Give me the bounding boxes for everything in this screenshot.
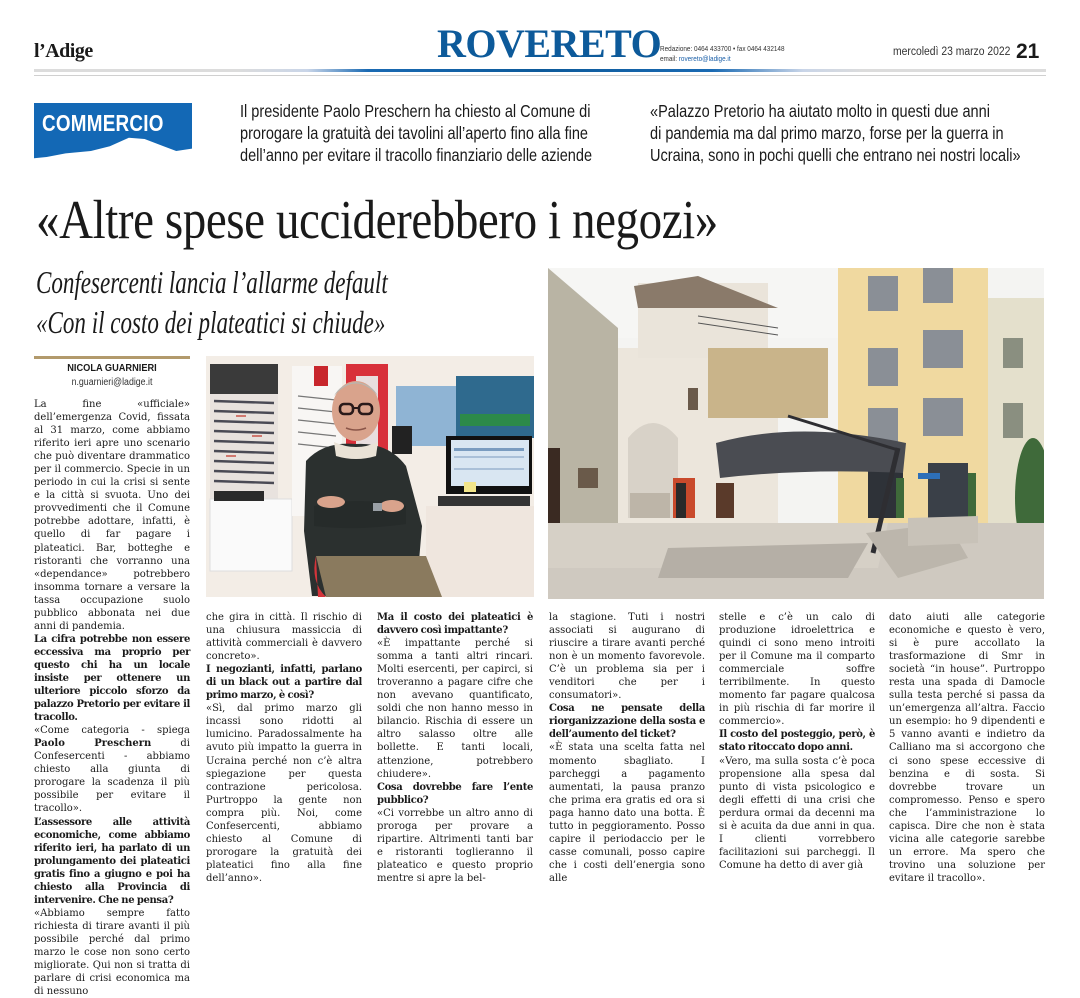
deck-line: dell’anno per evitare il tracollo finanziario delle aziende bbox=[240, 145, 593, 165]
issue-date: mercoledì 23 marzo 2022 bbox=[893, 46, 1011, 58]
article-column-5 bbox=[719, 611, 875, 872]
quote-text: di Confesercenti - abbiamo chiesto alla giunta di prorogare la scadenza il più possibile per evitare il tracollo». bbox=[34, 738, 190, 815]
interview-answer: «Abbiamo sempre fatto richiesta di tirare avanti il più possibile perché dal primo marzo le cose non sono certo migliorate. Qui non si tratta di parlare di crisi economica ma di nessuno bbox=[34, 907, 190, 998]
phone-fax-line: Redazione: 0464 433700 • fax 0464 432148 bbox=[660, 44, 785, 53]
subhead-line: Confesercenti lancia l’allarme default bbox=[36, 264, 388, 300]
interview-answer: la stagione. Tuti i nostri associati si augurano di riuscire a tirare avanti perché non è un momento favorevole. C’è un problema sia per i venditori che per i consumatori». bbox=[549, 612, 705, 702]
page-number: 21 bbox=[1016, 40, 1040, 63]
article-quote-paragraph bbox=[34, 724, 190, 815]
interview-answer: stelle e c’è un calo di produzione idroelettrica e quindi ci sono meno introiti per il Comune ma il comparto commerciale soffre terribilmente. In questo momento far pagare qualcosa in più rischia di far morire il commercio». bbox=[719, 612, 875, 728]
interview-question: Cosa dovrebbe fare l’ente pubblico? bbox=[377, 781, 533, 806]
article-column-6 bbox=[889, 611, 1045, 885]
deck-summary-left bbox=[240, 100, 592, 166]
email-line bbox=[660, 54, 785, 64]
section-title: ROVERETO bbox=[437, 21, 662, 66]
interview-question: Cosa ne pensate della riorganizzazione della sosta e dell’aumento del ticket? bbox=[549, 703, 705, 741]
deck-line: di pandemia ma dal primo marzo, forse per la guerra in bbox=[650, 123, 1004, 143]
interview-answer: «È impattante perché si somma a tanti altri rincari. Molti esercenti, per capirci, si troveranno a pagare cifre che non avevano quantificato, soldi che non hanno messo in bilancio. Rischia di essere un altro salasso oltre alle bollette. E tanti locali, attenzione, potrebbero chiudere». bbox=[377, 638, 533, 780]
interview-question: L’assessore alle attività economiche, come abbiamo riferito ieri, ha parlato di un prolungamento dei plateatici gratis fino a giugno e poi ha chiesto alla Provincia di intervenire. Che ne pensa? bbox=[34, 816, 190, 906]
photo-piazza bbox=[548, 268, 1044, 599]
interview-question: Il costo del posteggio, però, è stato ritoccato dopo anni. bbox=[719, 729, 875, 754]
article-lead-bold: La cifra potrebbe non essere eccessiva ma proprio per questo chi ha un locale insiste per ottenere un ulteriore piccolo sforzo da palazzo Pretorio per evitare il tracollo. bbox=[34, 633, 190, 724]
email-link[interactable]: rovereto@ladige.it bbox=[678, 54, 731, 63]
interview-question: I negozianti, infatti, parlano di un black out a partire dal primo marzo, è così? bbox=[206, 664, 362, 702]
deck-line: Il presidente Paolo Preschern ha chiesto al Comune di bbox=[240, 101, 591, 121]
byline-rule bbox=[34, 356, 190, 359]
article-column-1 bbox=[34, 398, 190, 998]
email-label: email: bbox=[660, 54, 679, 63]
kicker-label: COMMERCIO bbox=[42, 110, 164, 136]
interview-question: Ma il costo dei plateatici è davvero così impattante? bbox=[377, 612, 533, 637]
interview-answer: «Ci vorrebbe un altro anno di proroga per provare a ripartire. Altrimenti tanti bar e ristoranti toglieranno il plateatico e questo proprio mentre si apre la bel- bbox=[377, 807, 533, 884]
headline: «Altre spese ucciderebbero i negozi» bbox=[36, 189, 718, 250]
interview-answer: «Vero, ma sulla sosta c’è poca propensione alla spesa dal punto di vista psicologico e degli effetti di una crisi che perdura ormai da decenni ma si è acuita da due anni in qua. I clienti vorrebbero facilitazioni sui parcheggi. Il Comune ha detto di aver già bbox=[719, 755, 875, 871]
newsroom-contact bbox=[660, 44, 785, 64]
deck-line: Ucraina, sono in pochi quelli che entrano nei nostri locali» bbox=[650, 145, 1021, 165]
deck-line: «Palazzo Pretorio ha aiutato molto in questi due anni bbox=[650, 101, 990, 121]
interview-answer: «Sì, dal primo marzo gli incassi sono ridotti al lumicino. Paradossalmente ha avuto più impatto la guerra in Ucraina perché non c’è altra spiegazione per questa contrazione pericolosa. Purtroppo la gente non compra più. Noi, come Confesercenti, abbiamo chiesto al Comune di prorogare la gratuità dei plateatici fino alla fine dell’anno». bbox=[206, 703, 362, 884]
photo-preschern bbox=[206, 356, 534, 597]
street-photo-illustration bbox=[548, 268, 1044, 599]
masthead-rule bbox=[34, 69, 1046, 72]
portrait-photo-illustration bbox=[206, 356, 534, 597]
quote-text: «Come categoria - spiega bbox=[34, 725, 190, 737]
interview-answer: «È stata una scelta fatta nel momento sbagliato. I parcheggi a pagamento aumentati, la pausa pranzo che prima era gratis ed ora si paga hanno dato una botta. È tutto in peggioramento. Posso capire il periodaccio per le casse comunali, posso capire che i costi dell’energia sono alle bbox=[549, 742, 705, 884]
byline-email[interactable]: n.guarnieri@ladige.it bbox=[71, 377, 153, 388]
article-paragraph: La fine «ufficiale» dell’emergenza Covid, fissata al 31 marzo, come abbiamo riferito ieri apre uno scenario che può diventare drammatico per il commercio. Specie in un periodo in cui la crisi si sente e la città si svuota. Uno dei provvedimenti che il Comune potrebbe adottare, infatti, è quello di far pagare i plateatici. Bar, botteghe e ristoranti che vorranno una «dependance» potrebbero insomma tornare a versare la tassa occupazione suolo pubblico abbonata nei due anni di pandemia. bbox=[34, 399, 190, 632]
masthead-rule-thin bbox=[34, 75, 1046, 76]
deck-quote-right bbox=[650, 100, 1021, 166]
deck-line: prorogare la gratuità dei tavolini all’aperto fino alla fine bbox=[240, 123, 589, 143]
article-column-3 bbox=[377, 611, 533, 885]
article-column-2 bbox=[206, 611, 362, 885]
newspaper-logo: l’Adige bbox=[34, 40, 93, 62]
byline-author: NICOLA GUARNIERI bbox=[67, 362, 157, 374]
subheadline bbox=[36, 262, 388, 342]
interview-answer: dato aiuti alle categorie economiche e questo è vero, si è pure accollato la trasformazione di Smr in società “in house”. Purtroppo resta una spada di Damocle sulla testa perché si passa da un’emergenza all’altra. Faccio un esempio: ho 9 dipendenti e 5 vanno avanti e indietro da Calliano ma si accorgono che ci sono spese eccessive di benzina e di sosta. Si dovrebbe trovare un compromesso. Penso e spero che l’amministrazione lo capisca. Dire che non è stata vicina alle categorie sarebbe un errore. Ma spero che trovino una soluzione per evitare il tracollo». bbox=[889, 612, 1045, 884]
article-column-4 bbox=[549, 611, 705, 885]
quoted-person-name: Paolo Preschern bbox=[34, 738, 152, 750]
interview-answer: che gira in città. Il rischio di una chiusura massiccia di attività commerciali è davvero concreto». bbox=[206, 612, 362, 663]
subhead-line: «Con il costo dei plateatici si chiude» bbox=[36, 304, 386, 340]
